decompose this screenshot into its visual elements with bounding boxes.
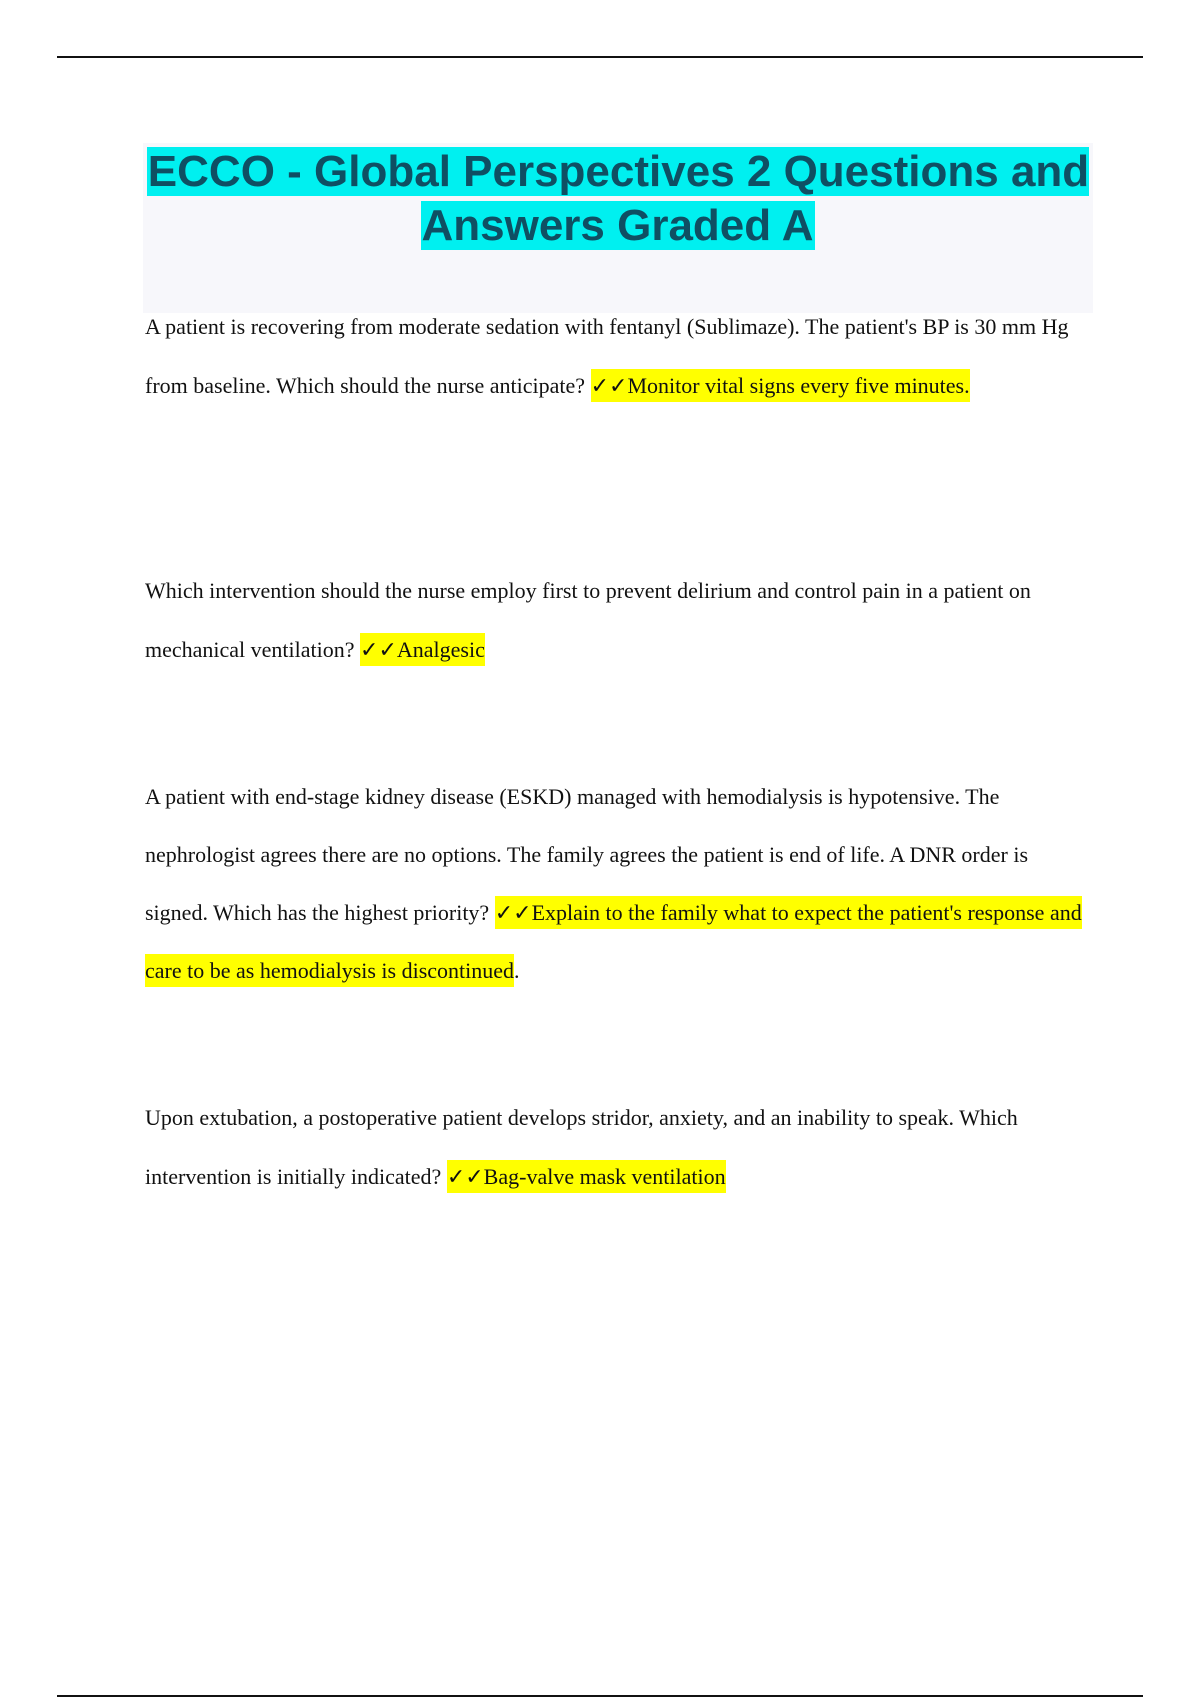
question-text: Upon extubation, a postoperative patient develops stridor, anxiety, and an inability to speak. Which intervention is initially indicated?	[145, 1105, 1018, 1189]
qa-item-3	[145, 768, 1095, 1000]
question-text: A patient with end-stage kidney disease (ESKD) managed with hemodialysis is hypotensive. The nephrologist agrees there are no options. The family agrees the patient is end of life. A DNR order is signed. Which has the highest priority?	[145, 784, 1029, 925]
header-rule	[57, 56, 1143, 58]
answer-trailing: .	[514, 958, 520, 983]
answer-text: ✓✓Analgesic	[360, 633, 485, 666]
qa-item-2	[145, 561, 1095, 679]
footer-rule	[57, 1695, 1143, 1697]
answer-text: ✓✓Explain to the family what to expect the patient's response and care to be as hemodialysis is discontinued	[145, 896, 1082, 987]
question-text: Which intervention should the nurse employ first to prevent delirium and control pain in a patient on mechanical ventilation?	[145, 578, 1031, 662]
qa-item-1	[145, 297, 1095, 415]
qa-item-4	[145, 1088, 1095, 1206]
answer-text: ✓✓Monitor vital signs every five minutes.	[591, 369, 970, 402]
document-title-text: ECCO - Global Perspectives 2 Questions and Answers Graded A	[147, 147, 1090, 250]
question-text: A patient is recovering from moderate sedation with fentanyl (Sublimaze). The patient's BP is 30 mm Hg from baseline. Which should the nurse anticipate?	[145, 314, 1069, 398]
answer-text: ✓✓Bag-valve mask ventilation	[447, 1160, 726, 1193]
document-title	[143, 145, 1093, 253]
